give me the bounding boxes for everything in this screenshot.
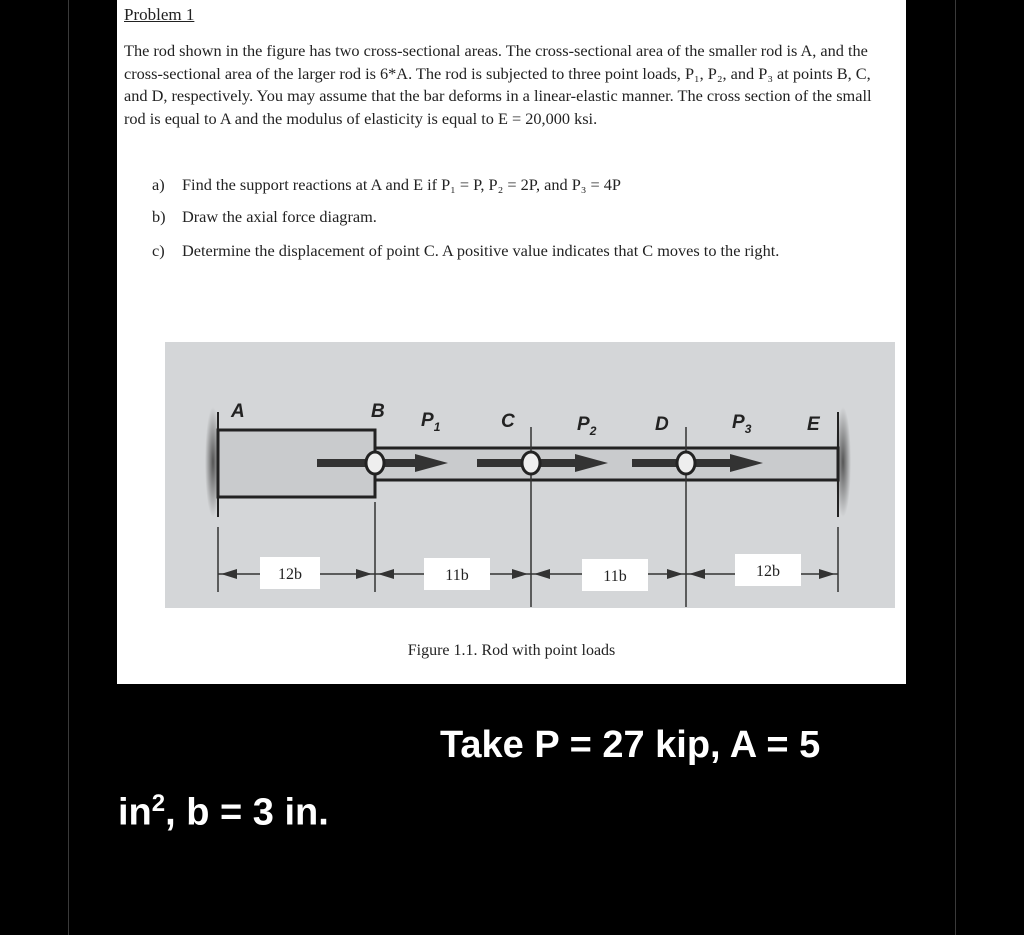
given-exponent: 2 (151, 790, 166, 817)
question-text: Determine the displacement of point C. A positive value indicates that C moves to the right. (182, 241, 780, 260)
question-text: Find the support reactions at A and E if P₁ = P, P₂ = 2P, and P₃ = 4P (182, 175, 621, 194)
divider-left (68, 0, 69, 935)
label-e: E (807, 414, 820, 435)
problem-title: Problem 1 (124, 5, 195, 24)
label-a: A (231, 401, 245, 422)
dim-ab: 12b (278, 566, 302, 583)
label-d: D (655, 414, 669, 435)
divider-right (955, 0, 956, 935)
given-values-line1: Take P = 27 kip, A = 5 (440, 724, 821, 766)
question-c (152, 234, 862, 267)
node-c (522, 452, 540, 474)
dim-cd: 11b (603, 568, 627, 585)
question-label: c) (152, 241, 165, 260)
label-p2: $P_2$ (577, 414, 597, 438)
question-label: b) (152, 207, 166, 226)
given-b: , b = 3 in. (165, 791, 329, 834)
question-a (152, 168, 862, 201)
given-values-line2 (118, 790, 329, 835)
node-d (677, 452, 695, 474)
dim-de: 12b (756, 563, 780, 580)
problem-statement: The rod shown in the figure has two cross-sectional areas. The cross-sectional area of the smaller rod is A, and the cross-sectional area of the larger rod is 6*A. The rod is subjected to three point loads, P₁, P₂, and P₃ at points B, C, and D, respectively. You may assume that the bar deforms in a linear-elastic manner. The cross section of the small rod is equal to A and the modulus of elasticity is equal to E = 20,000 ksi. (124, 41, 872, 128)
question-label: a) (152, 175, 165, 194)
figure-caption: Figure 1.1. Rod with point loads (407, 642, 616, 659)
rod-figure (165, 342, 895, 608)
label-c: C (501, 411, 515, 432)
problem-panel (117, 0, 906, 684)
dim-bc: 11b (445, 567, 469, 584)
question-text: Draw the axial force diagram. (182, 207, 377, 226)
label-b: B (371, 401, 385, 422)
node-b (366, 452, 384, 474)
label-p3: $P_3$ (732, 412, 752, 436)
label-p1: $P_1$ (421, 410, 441, 434)
small-rod (375, 448, 838, 480)
question-b (152, 200, 862, 233)
given-unit: in (118, 791, 152, 834)
